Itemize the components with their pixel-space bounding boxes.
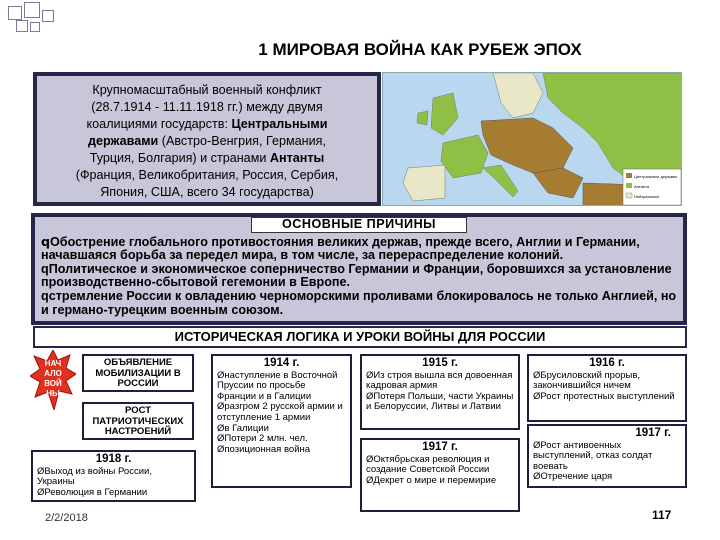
event-text: Революция в Германии [44,486,148,498]
definition-line: (Франция, Великобритания, Россия, Сербия, [75,168,339,182]
star-line: АЛО [44,369,62,378]
definition-emphasis: Центральными [231,117,328,131]
event-item [217,371,346,403]
event-text: в Галиции [224,422,269,434]
arrow-icon: Ø [217,369,225,381]
decor-square [16,20,28,32]
definition-box [33,72,381,206]
year-1917-revolution-box [360,438,520,512]
definition-emphasis: Антанты [269,151,325,165]
decor-square [30,22,40,32]
definition-text: (Австро-Венгрия, Германия, [158,134,326,148]
cause-text: стремление России к овладению черноморскими проливами блокировалось не только Англией, но и германо-турецким военным союзом. [41,288,677,317]
star-line: НАЧ [44,359,62,368]
event-item [366,476,514,487]
year-1918-box [31,450,196,502]
cause-item [41,263,677,290]
arrow-icon: Ø [217,422,225,434]
causes-title: ОСНОВНЫЕ ПРИЧИНЫ [251,217,467,233]
bullet-icon: q [41,233,51,249]
definition-line: (28.7.1914 - 11.11.1918 гг.) между двумя [91,100,323,114]
war-start-star [30,350,76,410]
arrow-icon: Ø [366,390,374,402]
year-heading: 1915 г. [422,357,458,369]
star-text [38,359,68,399]
star-line: НЫ [46,389,60,398]
definition-line [43,116,371,133]
event-text: Выход из войны России, Украины [37,465,152,488]
star-line: ВОЙ [44,379,62,388]
event-item [366,371,514,392]
arrow-icon: Ø [533,471,541,483]
patriotic-box [82,402,194,440]
event-text: Отречение царя [540,471,613,483]
event-item [533,371,681,392]
bullet-icon: q [41,288,49,303]
year-1916-box [527,354,687,422]
definition-line [43,133,371,150]
arrow-icon: Ø [217,433,225,445]
event-item [37,488,190,499]
event-text: Из строя вышла вся довоенная кадровая армия [366,369,513,392]
event-item [37,467,190,488]
arrow-icon: Ø [37,486,45,498]
event-text: Декрет о мире и перемирие [373,474,497,486]
page-number: 117 [652,508,672,522]
definition-line: Япония, США, всего 34 государства) [100,185,314,199]
event-item [533,472,681,483]
definition-emphasis: державами [88,134,159,148]
event-text: Потеря Польши, части Украины и Белоруссии, Литвы и Латвии [366,390,514,413]
patriotic-text: РОСТ ПАТРИОТИЧЕСКИХ НАСТРОЕНИЙ [92,405,184,438]
definition-text: коалициями государств: [86,117,232,131]
bullet-icon: q [41,261,49,276]
cause-item [41,290,677,317]
arrow-icon: Ø [217,443,225,455]
europe-map [382,72,682,206]
event-text: Рост антивоенных выступлений, отказ солдат воевать [533,439,653,472]
year-heading: 1918 г. [95,453,132,465]
arrow-icon: Ø [533,369,541,381]
decor-square [8,6,22,20]
map-legend-label: Нейтральные [634,194,660,199]
arrow-icon: Ø [366,369,374,381]
event-item [533,392,681,403]
declaration-box [82,354,194,392]
page-title: 1 МИРОВАЯ ВОЙНА КАК РУБЕЖ ЭПОХ [258,40,582,59]
declaration-text: ОБЪЯВЛЕНИЕ МОБИЛИЗАЦИИ В РОССИИ [95,357,181,390]
year-heading: 1916 г. [589,357,625,369]
slide-date: 2/2/2018 [45,512,88,524]
definition-line [43,150,371,167]
arrow-icon: Ø [366,453,374,465]
event-item [366,455,514,476]
event-item [217,402,346,423]
year-1917-antiwar-box [527,424,687,488]
arrow-icon: Ø [37,465,45,477]
arrow-icon: Ø [533,439,541,451]
year-heading: 1914 г. [263,357,300,369]
definition-text: Турция, Болгария) и странами [89,151,270,165]
cause-item [41,235,677,263]
event-text: позиционная война [224,443,311,455]
year-heading: 1917 г. [635,427,671,439]
arrow-icon: Ø [533,390,541,402]
event-text: наступление в Восточной Пруссии по просьбе Франции и в Галиции [217,369,338,402]
event-item [217,445,346,456]
decor-square [24,2,40,18]
logic-title: ИСТОРИЧЕСКАЯ ЛОГИКА И УРОКИ ВОЙНЫ ДЛЯ РОССИИ [33,326,687,348]
definition-line: Крупномасштабный военный конфликт [92,83,322,97]
event-text: Брусиловский прорыв, закончившийся ничем [533,369,641,392]
event-text: Рост протестных выступлений [540,390,675,402]
event-text: разгром 2 русской армии и отступление 1 армии [217,401,343,423]
event-item [366,392,514,413]
year-heading: 1917 г. [422,441,458,453]
map-legend-label: Антанта [634,184,650,189]
decor-square [42,10,54,22]
event-text: Потери 2 млн. чел. [224,433,308,445]
arrow-icon: Ø [366,474,374,486]
cause-text: Политическое и экономическое соперничество Германии и Франции, боровшихся за установление производственно-сбытовой гегемонии в Европе. [41,261,672,290]
event-item [533,441,681,473]
europe-map-graphic [383,73,682,206]
year-1914-box [211,354,352,488]
year-1915-box [360,354,520,430]
map-legend-label: Центральные державы [634,174,678,179]
causes-box [31,213,687,325]
arrow-icon: Ø [217,401,225,413]
event-text: Октябрьская революция и создание Советской России [366,453,490,476]
cause-text: Обострение глобального противостояния великих держав, прежде всего, Англии и Германии, начавшаяся борьба за передел мира, в том числе, за перераспределение колоний. [41,234,640,263]
